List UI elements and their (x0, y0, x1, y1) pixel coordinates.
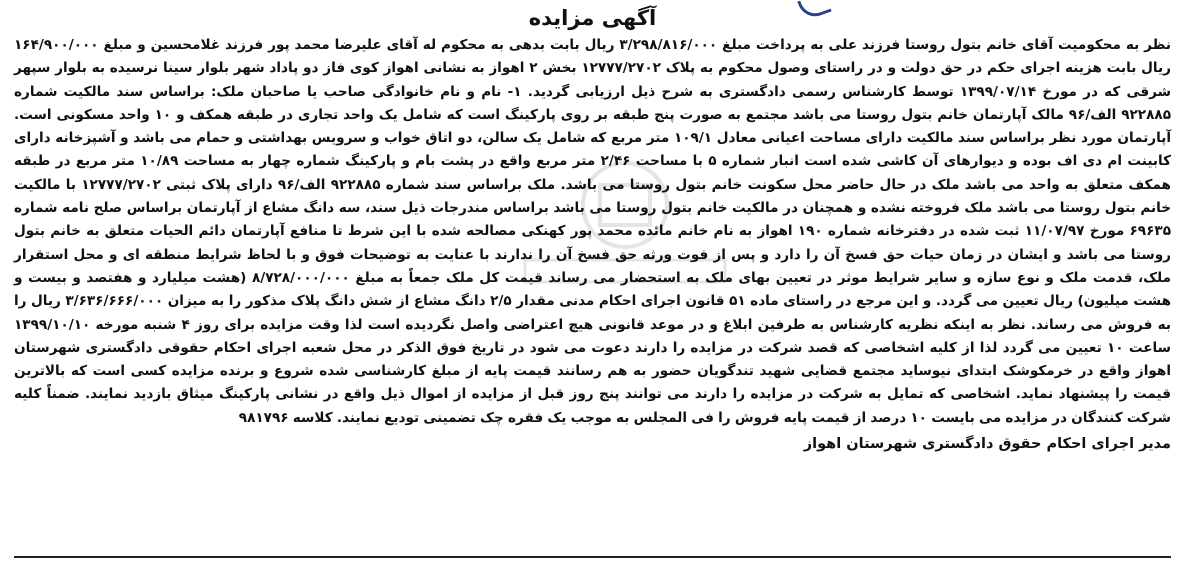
notice-signature: مدیر اجرای احکام حقوق دادگستری شهرستان اهواز (803, 436, 1171, 453)
notice-title: آگهی مزایده (528, 6, 657, 30)
notice-body: نظر به محکومیت آقای خانم بتول روستا فرزند علی به پرداخت مبلغ ۳/۲۹۸/۸۱۶/۰۰۰ ریال بابت بدهی به محکوم له آقای علیرضا محمد پور فرزند غلامحسین و مبلغ ۱۶۴/۹۰۰/۰۰۰ ریال بابت هزینه اجرای حکم در حق دولت و در راستای وصول محکوم به پلاک ۱۲۷۷۷/۲۷۰۲ بخش ۲ اهواز به نشانی اهواز کوی فاز دو پاداد شهر بلوار سینا نرسیده به بلوار سپهر شرقی که در مورخ ۱۳۹۹/۰۷/۱۴ توسط کارشناس رسمی دادگستری به شرح ذیل ارزیابی گردید. ۱- نام و نام خانوادگی صاحب یا صاحبان ملک: براساس سند مالکیت شماره ۹۲۲۸۸۵ الف/۹۶ مالک آپارتمان خانم بتول روستا می باشد مجتمع به صورت پنج طبقه بر روی پارکینگ است که شامل یک واحد تجاری در طبقه همکف و ۱۰ واحد مسکونی است. آپارتمان مورد نظر براساس سند مالکیت دارای مساحت اعیانی معادل ۱۰۹/۱ متر مربع که شامل یک سالن، دو اتاق خواب و سرویس بهداشتی و حمام می باشد و آشپزخانه دارای کابینت ام دی اف بوده و دیوارهای آن کاشی شده است انبار شماره ۵ با مساحت ۲/۴۶ متر مربع واقع در پشت بام و پارکینگ شماره چهار به مساحت ۱۰/۸۹ متر مربع در طبقه همکف متعلق به واحد می باشد ملک در حال حاضر محل سکونت خانم بتول روستا می باشد. ملک براساس سند شماره ۹۲۲۸۸۵ الف/۹۶ دارای پلاک ثبتی ۱۲۷۷۷/۲۷۰۲ با مالکیت خانم بتول روستا می باشد ملک فروخته نشده و همچنان در مالکیت خانم بتول روستا می باشد براساس مندرجات ذیل سند، سه دانگ مشاع از آپارتمان براساس صلح نامه شماره ۶۹۶۳۵ مورخ ۱۱/۰۷/۹۷ ثبت شده در دفترخانه شماره ۱۹۰ اهواز به نام خانم مائده محمد پور کهنکی مصالحه شده با این شرط تا منافع آپارتمان دائم الحیات متعلق به خانم بتول روستا می باشد و ایشان در زمان حیات حق فسخ آن را دارد و پس از فوت ورثه حق فسخ آن را ندارند با عنایت به توضیحات فوق و با لحاظ شرایط منطقه ای و محل استقرار ملک، قدمت ملک و نوع سازه و سایر شرایط موثر در تعیین بهای ملک به استحضار می رساند قیمت کل ملک جمعاً به مبلغ ۸/۷۲۸/۰۰۰/۰۰۰ (هشت میلیارد و هفتصد و بیست و هشت میلیون) ریال تعیین می گردد. و این مرجع در راستای ماده ۵۱ قانون اجرای احکام مدنی مقدار ۲/۵ دانگ مشاع از شش دانگ پلاک مذکور را به میزان ۳/۶۳۶/۶۶۶/۰۰۰ ریال را به فروش می رساند. نظر به اینکه نظریه کارشناس به طرفین ابلاغ و در موعد قانونی هیچ اعتراضی واصل نگردیده است لذا وقت مزایده برای روز ۴ شنبه مورخه ۱۳۹۹/۱۰/۱۰ ساعت ۱۰ تعیین می گردد لذا از کلیه اشخاصی که قصد شرکت در مزایده را دارند دعوت می شود در تاریخ فوق الذکر در محل شعبه اجرای احکام حقوقی دادگستری شهرستان اهواز واقع در خرمکوشک ابتدای نیوساید مجتمع قضایی شهید تندگویان حضور به هم رسانند قیمت پایه از مبلغ کارشناسی شده شروع و برنده مزایده کسی است که بالاترین قیمت را پیشنهاد نماید. اشخاصی که تمایل به شرکت در مزایده را دارند می توانند پنج روز قبل از مزایده از اموال ذیل واقع در نشانی پارکینگ میثاق بازدید نمایند. ضمناً کلیه شرکت کنندگان در مزایده می بایست ۱۰ درصد از قیمت پایه فروش را فی المجلس به موجب یک فقره چک تضمینی تودیع نمایند. کلاسه ۹۸۱۷۹۶ (14, 37, 1172, 426)
bottom-divider (14, 556, 1171, 558)
